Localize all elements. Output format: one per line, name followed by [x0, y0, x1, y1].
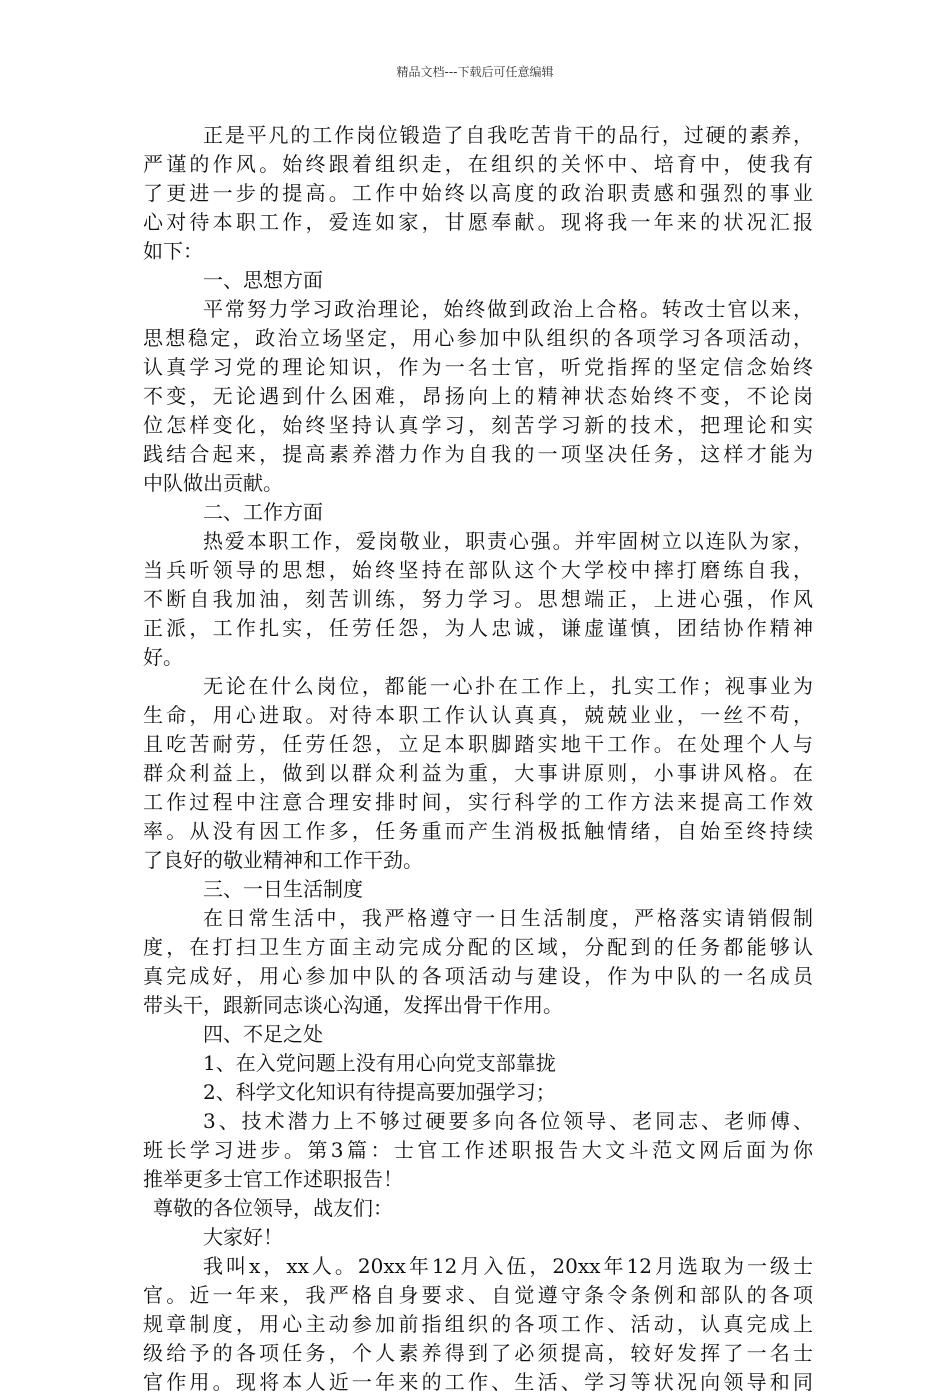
text-line: 当兵听领导的思想，始终坚持在部队这个大学校中摔打磨练自我， [143, 558, 813, 582]
text-line: 严谨的作风。始终跟着组织走，在组织的关怀中、培育中，使我有 [143, 152, 813, 176]
text-line: 正是平凡的工作岗位锻造了自我吃苦肯干的品行，过硬的素养， [203, 123, 813, 147]
text-line: 平常努力学习政治理论，始终做到政治上合格。转改士官以来， [203, 297, 813, 321]
text-line: 四、不足之处 [203, 1022, 323, 1046]
text-line: 二、工作方面 [203, 500, 323, 524]
text-line: 热爱本职工作，爱岗敬业，职责心强。并牢固树立以连队为家， [203, 529, 813, 553]
text-line: 官。近一年来，我严格自身要求、自觉遵守条令条例和部队的各项 [143, 1283, 813, 1307]
text-line: 班长学习进步。第3篇：士官工作述职报告大文斗范文网后面为你 [143, 1138, 813, 1162]
text-line: 级给予的各项任务，个人素养得到了必须提高，较好发挥了一名士 [143, 1341, 813, 1365]
text-line: 思想稳定，政治立场坚定，用心参加中队组织的各项学习各项活动， [143, 326, 813, 350]
text-line: 真完成好，用心参加中队的各项活动与建设，作为中队的一名成员 [143, 964, 813, 988]
text-line: 且吃苦耐劳，任劳任怨，立足本职脚踏实地干工作。在处理个人与 [143, 732, 813, 756]
text-line: 生命，用心进取。对待本职工作认认真真，兢兢业业，一丝不苟， [143, 703, 813, 727]
text-line: 1、在入党问题上没有用心向党支部靠拢 [203, 1051, 556, 1075]
text-line: 正派，工作扎实，任劳任怨，为人忠诚，谦虚谨慎，团结协作精神 [143, 616, 813, 640]
text-line: 好。 [143, 645, 183, 669]
text-line: 践结合起来，提高素养潜力作为自我的一项坚决任务，这样才能为 [143, 442, 813, 466]
text-line: 认真学习党的理论知识，作为一名士官，听党指挥的坚定信念始终 [143, 355, 813, 379]
text-line: 尊敬的各位领导，战友们： [153, 1196, 393, 1220]
text-line: 带头干，跟新同志谈心沟通，发挥出骨干作用。 [143, 993, 563, 1017]
text-line: 我叫x，xx人。20xx年12月入伍，20xx年12月选取为一级士 [203, 1254, 813, 1278]
text-line: 了良好的敬业精神和工作干劲。 [143, 848, 423, 872]
text-line: 在日常生活中，我严格遵守一日生活制度，严格落实请销假制 [203, 906, 813, 930]
text-line: 不变，无论遇到什么困难，昂扬向上的精神状态始终不变，不论岗 [143, 384, 813, 408]
text-line: 大家好！ [203, 1225, 283, 1249]
text-line: 不断自我加油，刻苦训练，努力学习。思想端正，上进心强，作风 [143, 587, 813, 611]
text-line: 中队做出贡献。 [143, 471, 283, 495]
text-line: 心对待本职工作，爱连如家，甘愿奉献。现将我一年来的状况汇报 [143, 210, 813, 234]
text-line: 2、科学文化知识有待提高要加强学习； [203, 1080, 556, 1104]
text-line: 如下： [143, 239, 203, 263]
text-line: 规章制度，用心主动参加前指组织的各项工作、活动，认真完成上 [143, 1312, 813, 1336]
text-line: 一、思想方面 [203, 268, 323, 292]
text-line: 推举更多士官工作述职报告！ [143, 1167, 403, 1191]
text-line: 三、一日生活制度 [203, 877, 363, 901]
text-line: 3、技术潜力上不够过硬要多向各位领导、老同志、老师傅、 [203, 1109, 813, 1133]
text-line: 无论在什么岗位，都能一心扑在工作上，扎实工作；视事业为 [203, 674, 813, 698]
text-line: 位怎样变化，始终坚持认真学习，刻苦学习新的技术，把理论和实 [143, 413, 813, 437]
text-line: 率。从没有因工作多，任务重而产生消极抵触情绪，自始至终持续 [143, 819, 813, 843]
document-body [143, 121, 813, 1397]
text-line: 官作用。现将本人近一年来的工作、生活、学习等状况向领导和同 [143, 1370, 813, 1394]
text-line: 度，在打扫卫生方面主动完成分配的区域，分配到的任务都能够认 [143, 935, 813, 959]
text-line: 群众利益上，做到以群众利益为重，大事讲原则，小事讲风格。在 [143, 761, 813, 785]
text-line: 工作过程中注意合理安排时间，实行科学的工作方法来提高工作效 [143, 790, 813, 814]
page-header: 精品文档---下载后可任意编辑 [396, 65, 554, 79]
text-line: 了更进一步的提高。工作中始终以高度的政治职责感和强烈的事业 [143, 181, 813, 205]
